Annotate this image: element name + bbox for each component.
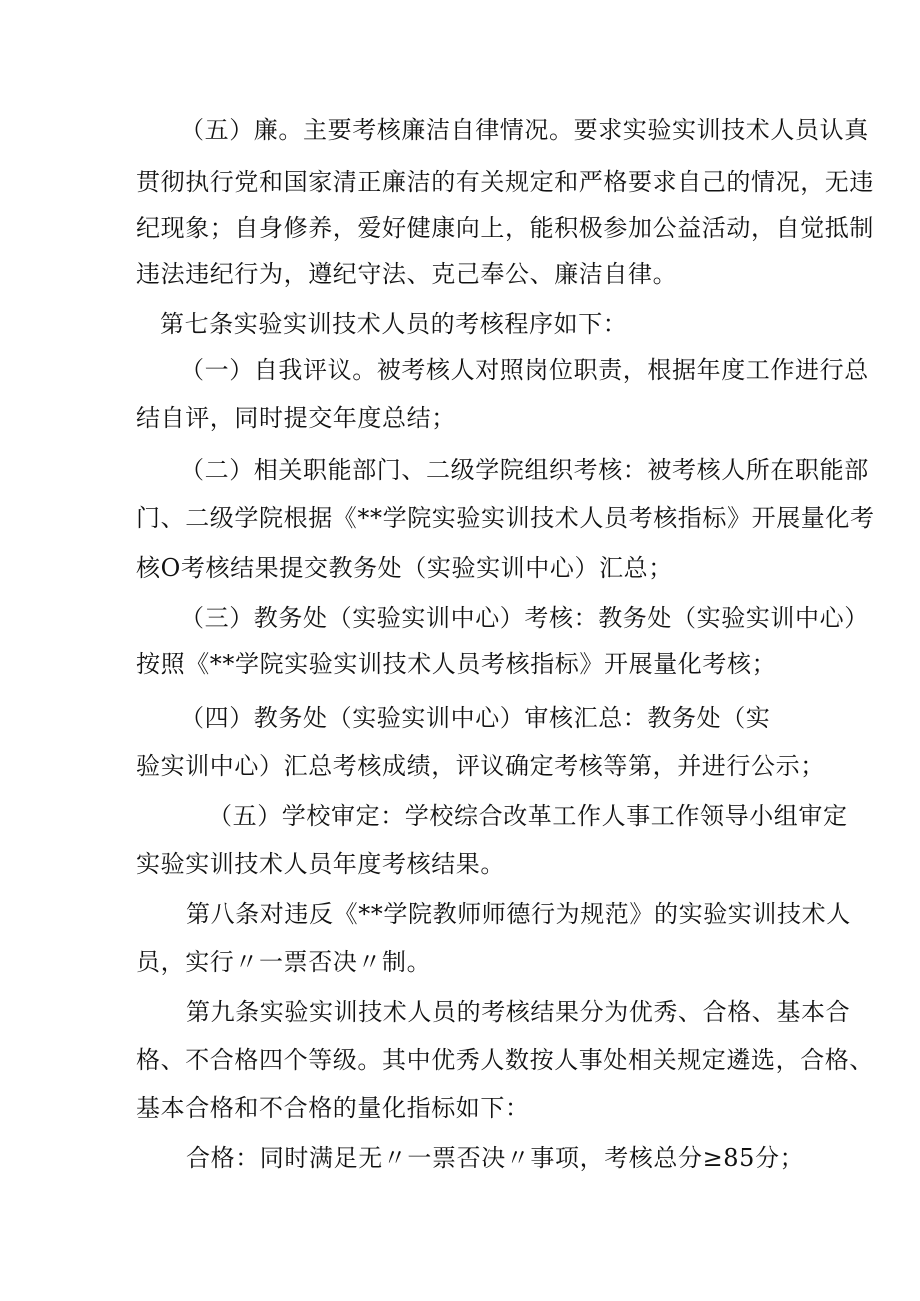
article-nine-line-2: 格、不合格四个等级。其中优秀人数按人事处相关规定遴选，合格、 xyxy=(136,1046,874,1074)
step-three-line-1: （三）教务处（实验实训中心）考核：教务处（实验实训中心） xyxy=(180,604,869,632)
paragraph-lian-line-1: （五）廉。主要考核廉洁自律情况。要求实验实训技术人员认真 xyxy=(180,116,869,144)
step-four-line-2: 验实训中心）汇总考核成绩，评议确定考核等第，并进行公示； xyxy=(136,752,825,780)
article-seven-heading: 第七条实验实训技术人员的考核程序如下： xyxy=(160,310,628,338)
qualified-criteria-line: 合格：同时满足无〃一票否决〃事项，考核总分≥85分； xyxy=(186,1144,805,1172)
step-one-line-1: （一）自我评议。被考核人对照岗位职责，根据年度工作进行总 xyxy=(180,356,869,384)
paragraph-lian-line-3: 纪现象；自身修养，爱好健康向上，能积极参加公益活动，自觉抵制 xyxy=(136,214,874,242)
article-nine-line-3: 基本合格和不合格的量化指标如下： xyxy=(136,1094,530,1122)
article-eight-line-2: 员，实行〃一票否决〃制。 xyxy=(136,948,432,976)
step-five-line-1: （五）学校审定：学校综合改革工作人事工作领导小组审定 xyxy=(208,802,848,830)
article-eight-line-1: 第八条对违反《**学院教师师德行为规范》的实验实训技术人 xyxy=(186,900,851,928)
step-four-line-1: （四）教务处（实验实训中心）审核汇总：教务处（实 xyxy=(180,704,771,732)
step-three-line-2: 按照《**学院实验实训技术人员考核指标》开展量化考核； xyxy=(136,650,777,678)
step-two-line-1: （二）相关职能部门、二级学院组织考核：被考核人所在职能部 xyxy=(180,456,869,484)
article-nine-line-1: 第九条实验实训技术人员的考核结果分为优秀、合格、基本合 xyxy=(186,998,851,1026)
step-five-line-2: 实验实训技术人员年度考核结果。 xyxy=(136,850,505,878)
paragraph-lian-line-2: 贯彻执行党和国家清正廉洁的有关规定和严格要求自己的情况，无违 xyxy=(136,168,874,196)
paragraph-lian-line-4: 违法违纪行为，遵纪守法、克己奉公、廉洁自律。 xyxy=(136,260,678,288)
step-two-line-2: 门、二级学院根据《**学院实验实训技术人员考核指标》开展量化考 xyxy=(136,504,875,532)
step-one-line-2: 结自评，同时提交年度总结； xyxy=(136,404,456,432)
step-two-line-3: 核O考核结果提交教务处（实验实训中心）汇总； xyxy=(136,554,673,582)
